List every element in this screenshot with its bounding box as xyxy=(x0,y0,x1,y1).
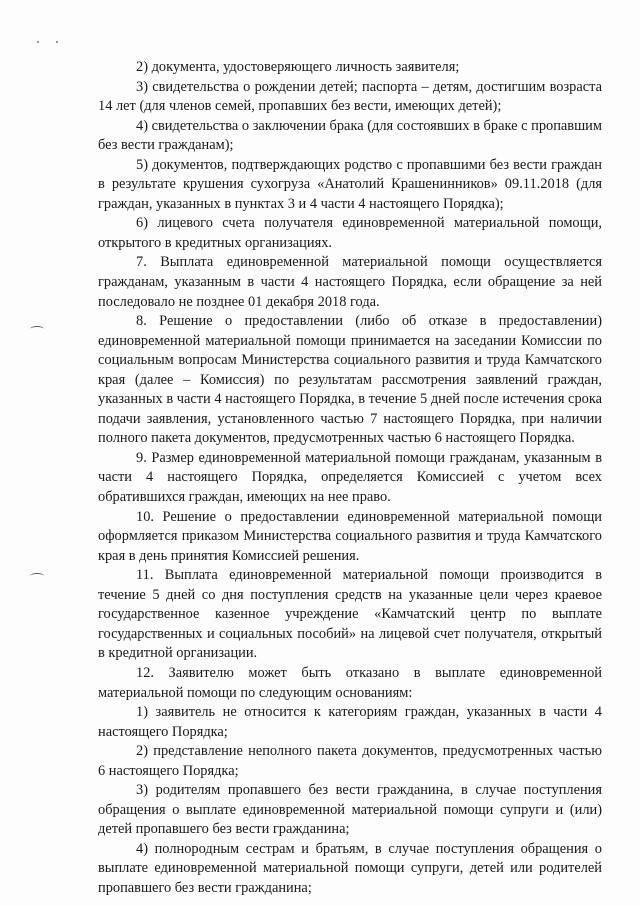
paragraph-7-payment-deadline: 7. Выплата единовременной материальной помощи осуществляется гражданам, указанным в части 4 настоящего Порядка, если обращение за ней последовало не позднее 01 декабря 2018 года. xyxy=(98,254,602,310)
refusal-ground-4: 4) полнородным сестрам и братьям, в случае поступления обращения о выплате единовременной материальной помощи супруги, детей или родителей пропавшего без вести гражданина; xyxy=(98,840,602,896)
paragraph-2-identity-document: 2) документа, удостоверяющего личность заявителя; xyxy=(136,59,460,75)
paragraph-11-payment-timing: 11. Выплата единовременной материальной помощи производится в течение 5 дней со дня поступления средств на указанные цели через краевое государственное казенное учреждение «Камчатский центр по выплате государственных и социальных пособий» на лицевой счет получателя, открытый в кредитной организации. xyxy=(98,567,602,662)
paragraph-10-decision-order: 10. Решение о предоставлении единовременной материальной помощи оформляется приказом Министерства социального развития и труда Камчатского края в день принятия Комиссией решения. xyxy=(98,508,602,564)
document-body xyxy=(98,58,602,899)
paragraph-9-amount: 9. Размер единовременной материальной помощи гражданам, указанным в части 4 настоящего Порядка, определяется Комиссией с учетом всех обратившихся граждан, имеющих на нее право. xyxy=(98,449,602,506)
refusal-ground-3: 3) родителям пропавшего без вести гражданина, в случае поступления обращения о выплате единовременной материальной помощи супруги и (или) детей пропавшего без вести гражданина; xyxy=(98,782,602,838)
paragraph-5-kinship-documents: 5) документов, подтверждающих родство с пропавшими без вести граждан в результате крушения сухогруза «Анатолий Крашенинников» 09.11.2018 (для граждан, указанных в пунктах 3 и 4 части 4 настоящего Порядка); xyxy=(98,156,602,212)
binding-hole-mark xyxy=(30,573,44,579)
paragraph-12-refusal-grounds: 12. Заявителю может быть отказано в выплате единовременной материальной помощи по следующим основаниям: xyxy=(98,664,602,701)
paragraph-8-decision-commission: 8. Решение о предоставлении (либо об отказе в предоставлении) единовременной материальной помощи принимается на заседании Комиссии по социальным вопросам Министерства социального развития и труда Камчатского края (далее – Комиссия) по результатам рассмотрения заявлений граждан, указанных в части 4 настоящего Порядка, в течение 5 дней после истечения срока подачи заявления, установленного частью 7 настоящего Порядка, при наличии полного пакета документов, предусмотренных частью 6 настоящего Порядка. xyxy=(98,313,602,447)
binding-hole-mark xyxy=(30,326,44,332)
scan-speck xyxy=(37,41,39,43)
scan-speck xyxy=(56,41,58,43)
paragraph-4-marriage-certificate: 4) свидетельства о заключении брака (для состоявших в браке с пропавшим без вести гражданам); xyxy=(98,117,602,154)
paragraph-3-birth-certificate: 3) свидетельства о рождении детей; паспорта – детям, достигшим возраста 14 лет (для членов семей, пропавших без вести, имеющих детей); xyxy=(98,78,602,115)
refusal-ground-2: 2) представление неполного пакета документов, предусмотренных частью 6 настоящего Порядка; xyxy=(98,743,602,779)
paragraph-6-bank-account: 6) лицевого счета получателя единовременной материальной помощи, открытого в кредитных организациях. xyxy=(98,215,602,251)
refusal-ground-1: 1) заявитель не относится к категориям граждан, указанных в части 4 настоящего Порядка; xyxy=(98,704,602,740)
